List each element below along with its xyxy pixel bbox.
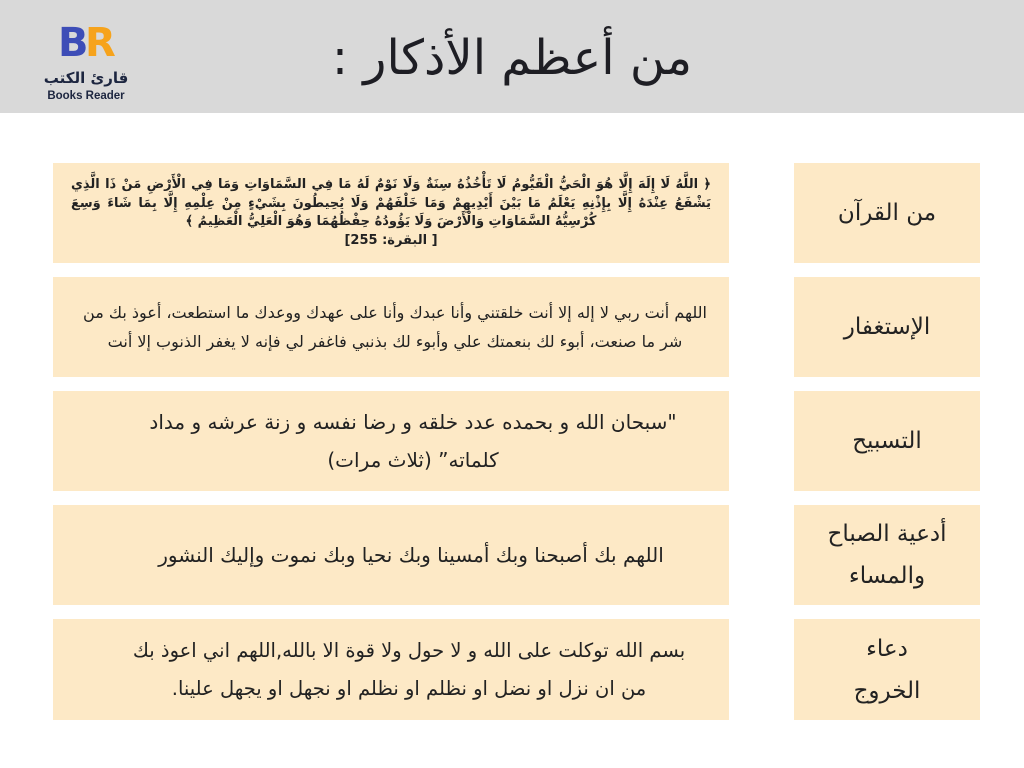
istighfar-text: اللهم أنت ربي لا إله إلا أنت خلقتني وأنا عبدك وأنا على عهدك ووعدك ما استطعت، أعوذ بك من شر ما صنعت، أبوء لك بنعمتك علي وأبوء لك بذنبي فاغفر لي فإنه لا يغفر الذنوب إلا أنت — [83, 303, 707, 351]
tasbih-content-box — [53, 391, 729, 491]
logo-mark-r: R — [85, 20, 116, 64]
leaving-home-content-box — [53, 619, 729, 720]
quran-citation: [ البقرة: 255] — [344, 232, 438, 248]
logo-mark-b: B — [58, 20, 89, 64]
leaving-home-label-box — [794, 619, 980, 720]
quran-label-box — [794, 163, 980, 263]
morning-evening-content-box — [53, 505, 729, 605]
morning-evening-label-line-1: أدعية الصباح — [827, 521, 947, 547]
morning-evening-label-line-2: والمساء — [848, 563, 926, 589]
leaving-home-label-line-2: الخروج — [853, 677, 921, 704]
logo-name-arabic: قارئ الكتب — [43, 69, 129, 87]
quran-verse-text: ﴿ اللَّهُ لَا إِلَهَ إِلَّا هُوَ الْحَيُّ الْقَيُّومُ لَا تَأْخُذُهُ سِنَةٌ وَلَا نَوْمٌ لَهُ مَا فِي السَّمَاوَاتِ وَمَا فِي الْأَرْضِ مَنْ ذَا الَّذِي يَشْفَعُ عِنْدَهُ إِلَّا بِإِذْنِهِ يَعْلَمُ مَا بَيْنَ أَيْدِيهِمْ وَمَا خَلْفَهُمْ وَلَا يُحِيطُونَ بِشَيْءٍ مِنْ عِلْمِهِ إِلَّا بِمَا شَاءَ وَسِعَ كُرْسِيُّهُ السَّمَاوَاتِ وَالْأَرْضَ وَلَا يَؤُودُهُ حِفْظُهُمَا وَهُوَ الْعَلِيُّ الْعَظِيمُ ﴾ — [71, 177, 711, 229]
header-bar — [0, 0, 1024, 113]
tasbih-label: التسبيح — [852, 428, 922, 454]
leaving-home-label-line-1: دعاء — [866, 635, 908, 662]
morning-evening-label-box — [794, 505, 980, 605]
tasbih-text: "سبحان الله و بحمده عدد خلقه و رضا نفسه و زنة عرشه و مداد كلماته” (ثلاث مرات) — [149, 410, 677, 472]
istighfar-content-box — [53, 277, 729, 377]
page-title: من أعظم الأذكار : — [331, 30, 693, 86]
quran-content-box — [53, 163, 729, 263]
logo-name-english: Books Reader — [47, 90, 125, 102]
tasbih-label-box — [794, 391, 980, 491]
morning-evening-text: اللهم بك أصبحنا وبك أمسينا وبك نحيا وبك نموت وإليك النشور — [158, 543, 664, 567]
leaving-home-text: بسم الله توكلت على الله و لا حول ولا قوة الا بالله,اللهم اني اعوذ بك من ان نزل او نضل او نظلم او نظلم او نجهل او يجهل علينا. — [132, 638, 686, 700]
istighfar-label-box — [794, 277, 980, 377]
istighfar-label: الإستغفار — [843, 314, 931, 340]
quran-label: من القرآن — [837, 200, 937, 226]
